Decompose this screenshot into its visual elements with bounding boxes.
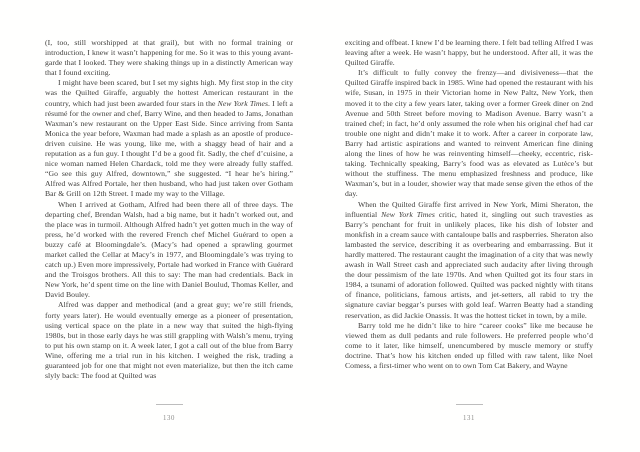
page-number: 130 [163, 415, 175, 422]
text-run: It’s difficult to fully convey the frenzy—and divisiveness—that the Quilted Giraffe inspired back in 1985. Wine had opened the restaurant with his wife, Susan, in 1975 in their Victorian home in New Paltz, New York, then moved it to the city a few years later, taking over a former Greek diner on 2nd Avenue and 50th Street before moving to Madison Avenue. Barry wasn’t a trained chef; in fact, he’d only assumed the role when his original chef had car trouble one night and didn’t make it to work. After a career in corporate law, Barry had artistic aspirations and wanted to reinvent American fine dining along the lines of how he was reinventing himself—cheeky, eccentric, risk-taking. Technically speaking, Barry’s food was as elevated as Lutèce’s but without the stuffiness. The menu emphasized freshness and produce, like Waxman’s, but in a louder, showier way that made sense given the ethos of the day. [345, 68, 593, 199]
body-paragraph [345, 38, 593, 68]
body-paragraph [345, 321, 593, 371]
page-left-footer [45, 404, 293, 422]
text-run: (I, too, still worshipped at that grail), but with no formal training or introduction, I knew it wasn’t happening for me. So it was to this young avant-garde that I looked. They were shaking things up in a distinctly American way that I found exciting. [45, 38, 293, 78]
body-paragraph [345, 68, 593, 199]
body-paragraph [45, 78, 293, 199]
italic-text-run: New York Times [217, 98, 269, 108]
body-paragraph [45, 200, 293, 301]
page-left [45, 0, 293, 452]
italic-text-run: New York Times [381, 209, 435, 219]
text-run: When I arrived at Gotham, Alfred had been there all of three days. The departing chef, Brendan Walsh, had a big name, but it hadn’t worked out, and the place was in turmoil. Although Alfred hadn’t yet gotten much in the way of press, he’d worked with the revered French chef Michel Guérard to open a buzzy café at Bloomingdale’s. (Macy’s had opened a sprawling gourmet market called the Cellar at Macy’s in 1977, and Bloomingdale’s was trying to catch up.) Even more impressively, Portale had worked in France with Guérard and the Troisgos brothers. All this to say: The man had credentials. Back in New York, he’d spent time on the line with Daniel Boulud, Thomas Keller, and David Bouley. [45, 199, 293, 300]
body-paragraph [345, 200, 593, 321]
body-paragraph [45, 38, 293, 78]
body-paragraph [45, 300, 293, 381]
text-run: When the Quilted Giraffe first arrived in New York, Mimi Sheraton, the influential [345, 199, 593, 219]
page-right [345, 0, 593, 452]
page-right-footer [345, 404, 593, 422]
text-run: exciting and offbeat. I knew I’d be learning there. I felt bad telling Alfred I was leaving after a week. He wasn’t happy, but he understood. After all, it was the Quilted Giraffe. [345, 38, 593, 68]
text-run: . I left a résumé for the owner and chef, Barry Wine, and then headed to Jams, Jonathan Waxman’s new restaurant on the Upper East Side. Since arriving from Santa Monica the year before, Waxman had made a splash as an apostle of produce-driven cuisine. He was young, like me, with a shaggy head of hair and a reputation as a fun guy. I thought I’d be a good fit. Sadly, the chef d’cuisine, a nice woman named Helen Chardack, told me they were already fully staffed. “Go see this guy Alfred, downtown,” she suggested. “I hear he’s hiring.” Alfred was Alfred Portale, her then husband, who had just taken over Gotham Bar & Grill on 12th Street. I made my way to the Village. [45, 98, 294, 199]
page-left-text [45, 38, 293, 381]
text-run: Barry told me he didn’t like to hire “career cooks” like me because he viewed them as dull pedants and rule followers. He preferred people who’d come to it later, like himself, unencumbered by muscle memory or stuffy doctrine. That’s how his kitchen ended up filled with raw talent, like Noel Comess, a first-timer who went on to own Tom Cat Bakery, and Wayne [345, 320, 593, 370]
footer-rule [156, 404, 183, 405]
text-run: I might have been scared, but I set my sights high. My first stop in the city was the Quilted Giraffe, arguably the hottest American restaurant in the country, which had just been awarded four stars in the [45, 78, 293, 108]
page-number: 131 [463, 415, 475, 422]
text-run: critic, hated it, singling out such travesties as Barry’s penchant for fruit in unlikely places, like his dish of lobster and monkfish in a cream sauce with cantaloupe balls and raspberries. Sheraton also lambasted the service, describing it as overbearing and embarrassing. But it hardly mattered. The restaurant caught the imagination of a city that was newly awash in Wall Street cash and appreciated such audacity after living through the dour pessimism of the late 1970s. And when Quilted got its four stars in 1984, a tsunami of adoration followed. Quilted was packed nightly with titans of finance, politicians, famous artists, and jet-setters, all rabid to try the signature caviar beggar’s purses with gold leaf. Warren Beatty had a standing reservation, as did Jackie Onassis. It was the hottest ticket in town, by a mile. [345, 209, 593, 320]
text-run: Alfred was dapper and methodical (and a great guy; we’re still friends, forty years later). He would eventually emerge as a pioneer of presentation, using vertical space on the plate in a new way that suited the high-flying 1980s, but in those early days he was still grappling with Walsh’s menu, trying to put his own stamp on it. A week later, I got a call out of the blue from Barry Wine, offering me a trial run in his kitchen. I weighed the risk, trading a guaranteed job for one that might not even materialize, but then the itch came slyly back: The food at Quilted was [45, 300, 293, 381]
page-right-text [345, 38, 593, 371]
footer-rule [456, 404, 483, 405]
